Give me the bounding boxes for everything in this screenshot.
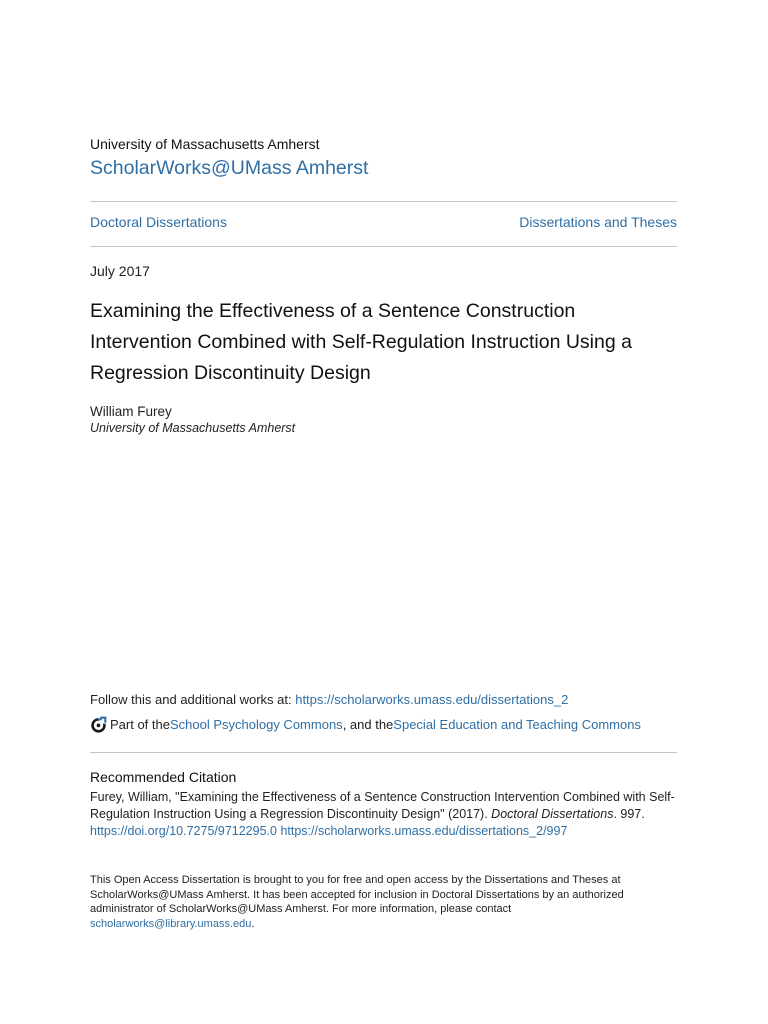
follow-line xyxy=(90,692,568,707)
notice-line-2: ScholarWorks@UMass Amherst. It has been accepted for inclusion in Doctoral Dissertations by an authorized xyxy=(90,888,624,901)
citation-line-1: Furey, William, "Examining the Effectiveness of a Sentence Construction Intervention Combined with Self- xyxy=(90,790,675,804)
citation-journal: Doctoral Dissertations xyxy=(491,807,614,821)
commons-icon xyxy=(90,716,107,733)
document-title xyxy=(90,296,690,389)
author-affiliation: University of Massachusetts Amherst xyxy=(90,421,296,435)
citation-doi-link[interactable]: https://doi.org/10.7275/9712295.0 xyxy=(90,824,277,838)
part-of-joiner: , and the xyxy=(342,717,394,732)
notice-end: . xyxy=(251,917,255,930)
publication-date: July 2017 xyxy=(90,263,150,279)
title-line-1: Examining the Effectiveness of a Sentence Construction xyxy=(90,300,576,322)
part-of-line xyxy=(90,716,641,733)
special-education-commons-link[interactable]: Special Education and Teaching Commons xyxy=(393,717,641,732)
divider-nav xyxy=(90,246,677,247)
citation-line-3 xyxy=(90,823,690,840)
title-line-2: Intervention Combined with Self-Regulation Instruction Using a xyxy=(90,331,632,353)
notice-line-1: This Open Access Dissertation is brought to you for free and open access by the Dissertations and Theses at xyxy=(90,874,621,886)
author-name: William Furey xyxy=(90,404,172,419)
institution-name: University of Massachusetts Amherst xyxy=(90,136,320,152)
follow-prefix: Follow this and additional works at: xyxy=(90,692,296,707)
notice-line-4 xyxy=(90,917,665,932)
citation-body xyxy=(90,789,690,840)
school-psychology-commons-link[interactable]: School Psychology Commons xyxy=(169,717,343,732)
citation-heading: Recommended Citation xyxy=(90,769,237,785)
dissertations-collection-link[interactable]: https://scholarworks.umass.edu/dissertations_2 xyxy=(295,692,569,707)
title-line-3: Regression Discontinuity Design xyxy=(90,362,371,384)
citation-issue: . 997. xyxy=(613,807,645,821)
dissertations-and-theses-link[interactable]: Dissertations and Theses xyxy=(519,214,677,230)
citation-url-link[interactable]: https://scholarworks.umass.edu/dissertations_2/997 xyxy=(280,824,568,838)
repository-link[interactable]: ScholarWorks@UMass Amherst xyxy=(90,157,369,179)
citation-line-2 xyxy=(90,806,690,823)
divider-top xyxy=(90,201,677,202)
part-of-prefix: Part of the xyxy=(110,717,170,732)
open-access-notice xyxy=(90,873,665,931)
doctoral-dissertations-link[interactable]: Doctoral Dissertations xyxy=(90,214,227,230)
citation-line-2-text: Regulation Instruction Using a Regression Discontinuity Design" (2017). xyxy=(90,807,492,821)
contact-email-link[interactable]: scholarworks@library.umass.edu xyxy=(90,917,252,930)
divider-citation xyxy=(90,752,677,753)
notice-line-3: administrator of ScholarWorks@UMass Amherst. For more information, please contact xyxy=(90,903,512,915)
